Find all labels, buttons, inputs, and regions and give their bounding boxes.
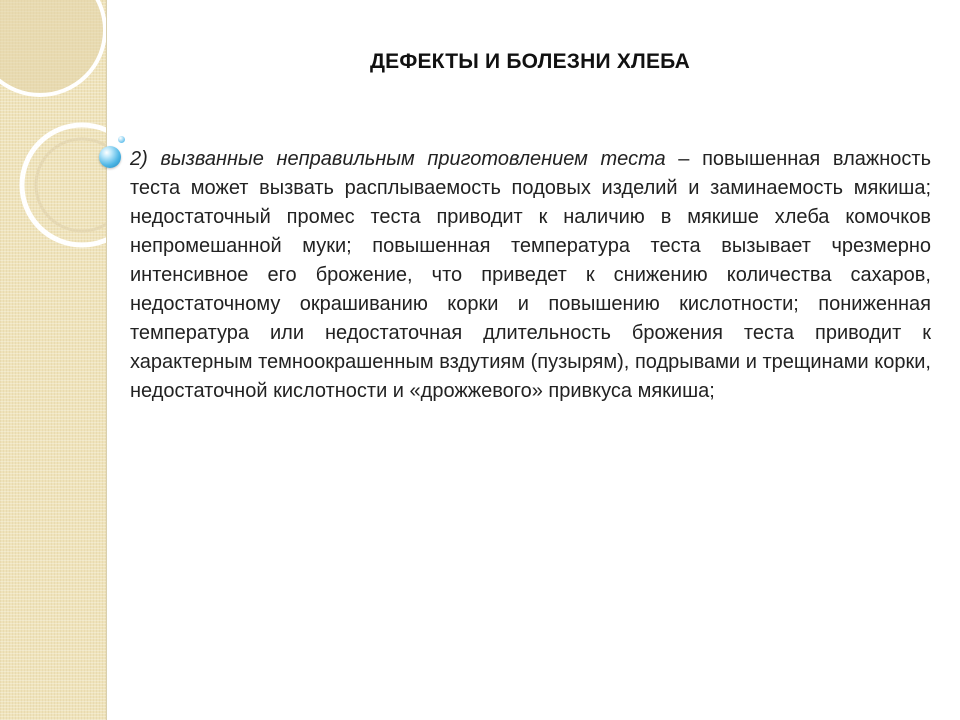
arc-fill-top: [0, 0, 105, 95]
bullet-sphere-icon: [99, 146, 121, 168]
arc-middle-inner: [36, 139, 106, 231]
slide-paragraph: [130, 145, 931, 406]
decorative-side-band: [0, 0, 107, 720]
bullet-small-dot: [118, 136, 125, 143]
slide-title: ДЕФЕКТЫ И БОЛЕЗНИ ХЛЕБА: [369, 50, 691, 73]
decorative-arcs: [0, 0, 106, 720]
paragraph-italic-lead: 2) вызванные неправильным приготовлением теста: [130, 148, 666, 170]
paragraph-body: – повышенная влажность теста может вызвать расплываемость подовых изделий и заминаемость мякиша; недостаточный промес теста приводит к наличию в мякише хлеба комочков непромешанной муки; повышенная температура теста вызывает чрезмерно интенсивное его брожение, что приведет к снижению количества сахаров, недостаточному окрашиванию корки и повышению кислотности; пониженная температура или недостаточная длительность брожения теста приводит к характерным темноокрашенным вздутиям (пузырям), подрывами и трещинами корки, недостаточной кислотности и «дрожжевого» привкуса мякиша;: [130, 148, 931, 402]
